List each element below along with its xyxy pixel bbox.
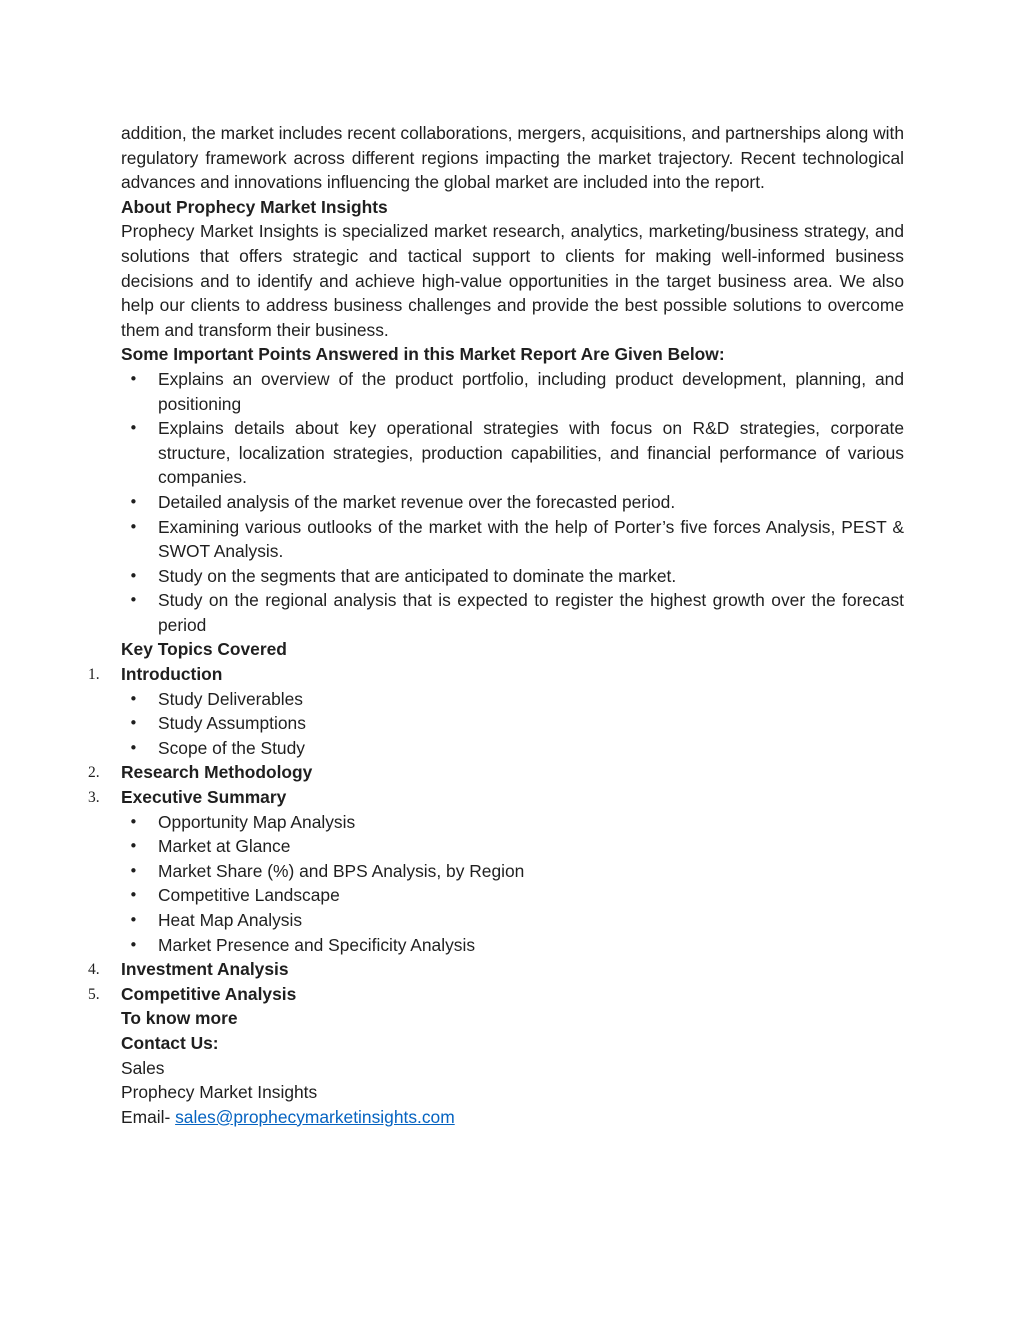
points-heading: Some Important Points Answered in this Market Report Are Given Below: [121, 344, 725, 365]
to-know-more: To know more [121, 1008, 238, 1029]
list-item: • Study Deliverables [158, 687, 904, 712]
topic-number: 3. [88, 789, 100, 807]
email-label: Email- [121, 1106, 176, 1127]
about-heading: About Prophecy Market Insights [121, 196, 388, 217]
topic-title: Introduction [121, 664, 223, 685]
list-item: • Detailed analysis of the market revenue over the forecasted period. [158, 490, 904, 515]
key-topics-heading: Key Topics Covered [121, 639, 287, 660]
contact-company: Prophecy Market Insights [121, 1082, 318, 1103]
list-item: • Market at Glance [158, 834, 904, 859]
topic-number: 4. [88, 961, 100, 979]
list-item: • Explains an overview of the product portfolio, including product development, planning, and positioning [158, 367, 904, 416]
topic-executive-summary [88, 785, 904, 810]
list-item: • Scope of the Study [158, 736, 904, 761]
topic-research-methodology [88, 760, 904, 785]
list-item: • Heat Map Analysis [158, 908, 904, 933]
executive-summary-subitems [121, 810, 904, 958]
list-item: • Market Share (%) and BPS Analysis, by Region [158, 859, 904, 884]
document-page [88, 121, 905, 1129]
intro-paragraph: addition, the market includes recent collaborations, mergers, acquisitions, and partnerships along with regulatory framework across different regions impacting the market trajectory. Recent technological advances and innovations influencing the global market are included into the report. [121, 123, 905, 193]
contact-heading: Contact Us: [121, 1032, 219, 1053]
introduction-subitems [121, 687, 904, 761]
email-link[interactable]: sales@prophecymarketinsights.com [175, 1106, 455, 1127]
topic-title: Investment Analysis [121, 959, 289, 980]
contact-email-line [121, 1105, 904, 1130]
list-item: • Examining various outlooks of the market with the help of Porter’s five forces Analysis, PEST & SWOT Analysis. [158, 515, 904, 564]
list-item: • Explains details about key operational strategies with focus on R&D strategies, corporate structure, localization strategies, production capabilities, and financial performance of various companies. [158, 416, 904, 490]
topic-investment-analysis [88, 957, 904, 982]
topic-number: 2. [88, 764, 100, 782]
list-item: • Study Assumptions [158, 711, 904, 736]
topic-title: Research Methodology [121, 762, 313, 783]
topic-competitive-analysis [88, 982, 904, 1007]
contact-department: Sales [121, 1057, 165, 1078]
list-item: • Market Presence and Specificity Analysis [158, 933, 904, 958]
list-item: • Study on the segments that are anticipated to dominate the market. [158, 564, 904, 589]
list-item: • Competitive Landscape [158, 883, 904, 908]
list-item: • Opportunity Map Analysis [158, 810, 904, 835]
topic-number: 5. [88, 985, 100, 1003]
topic-number: 1. [88, 666, 100, 684]
topic-title: Competitive Analysis [121, 983, 297, 1004]
list-item: • Study on the regional analysis that is expected to register the highest growth over the forecast period [158, 588, 904, 637]
points-list [121, 367, 904, 638]
about-paragraph: Prophecy Market Insights is specialized market research, analytics, marketing/business strategy, and solutions that offers strategic and tactical support to clients for making well-informed business decisions and to identify and achieve high-value opportunities in the target business area. We also help our clients to address business challenges and provide the best possible solutions to overcome them and transform their business. [121, 221, 904, 340]
topic-title: Executive Summary [121, 787, 287, 808]
topic-introduction [88, 662, 904, 687]
